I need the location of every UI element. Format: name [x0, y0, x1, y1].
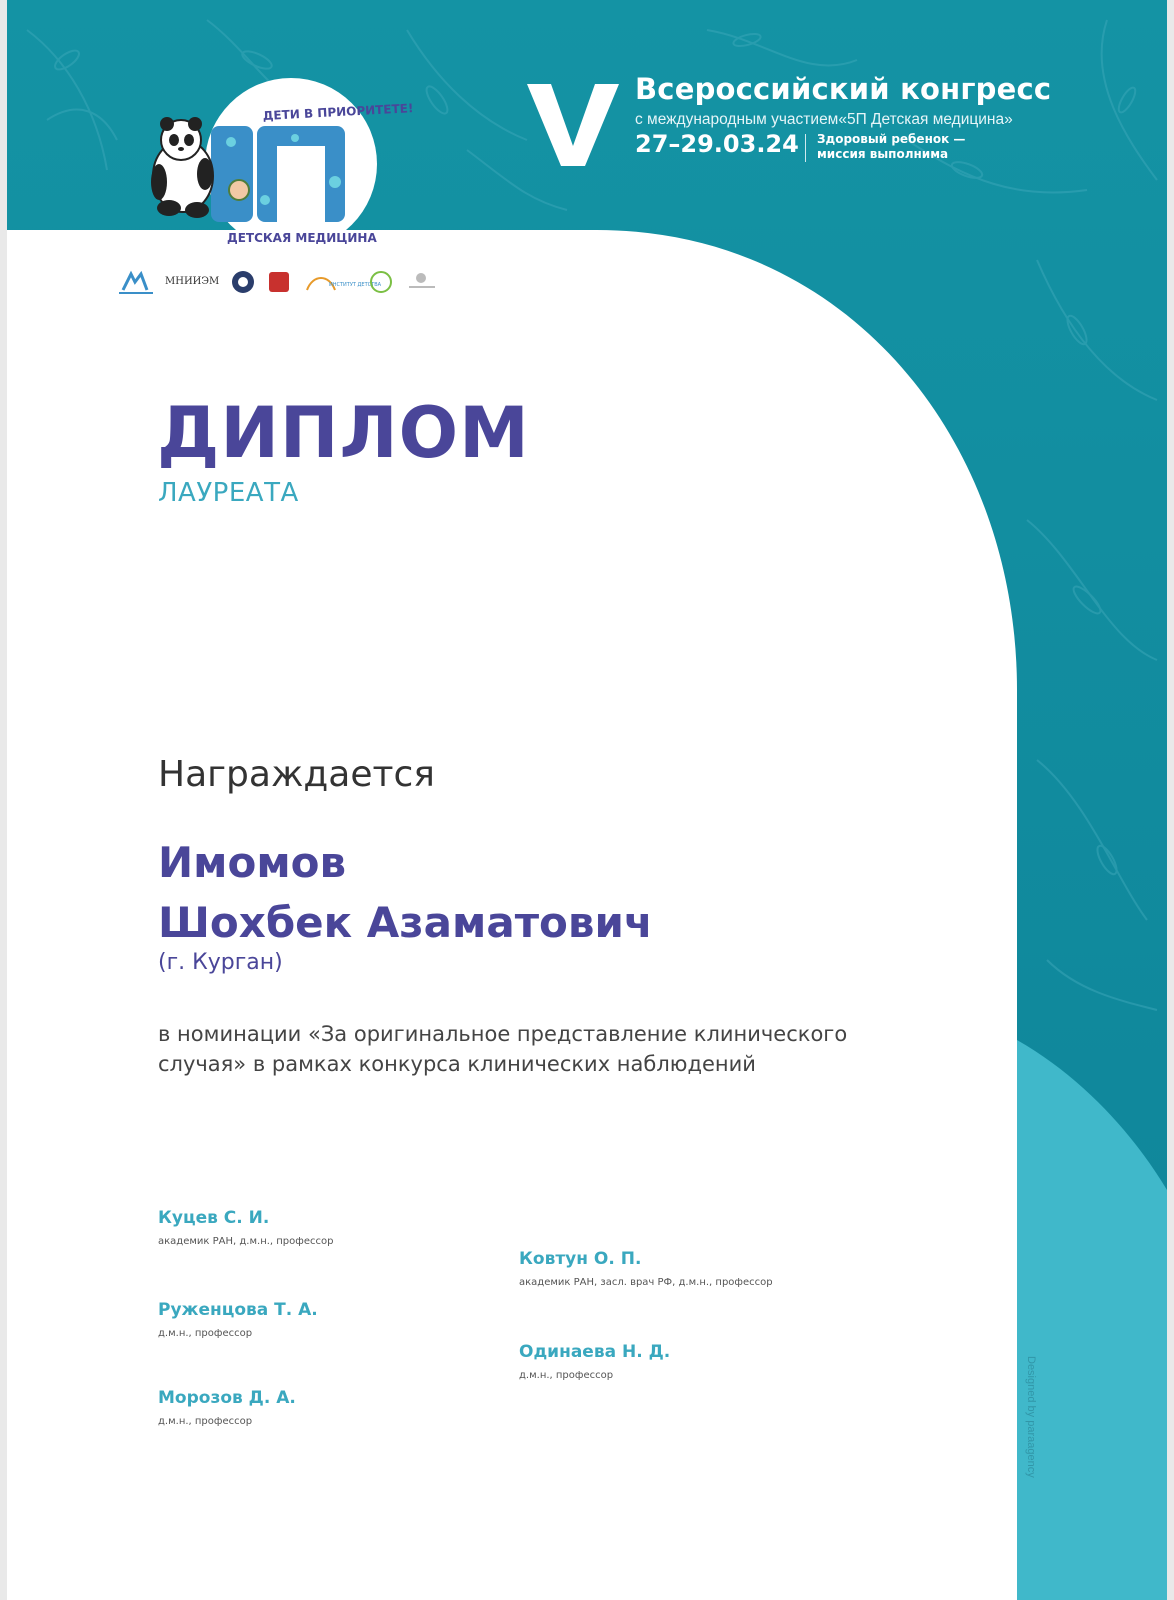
congress-subtitle: с международным участием«5П Детская медицина» — [635, 111, 1013, 128]
congress-dates: 27–29.03.24 — [635, 130, 799, 158]
signer-name: Ковтун О. П. — [519, 1249, 642, 1269]
signer-title: академик РАН, засл. врач РФ, д.м.н., профессор — [519, 1277, 773, 1288]
signer — [519, 1342, 670, 1381]
designed-by-credit: Designed by paraagency — [1025, 1356, 1037, 1478]
slogan-line-2: миссия выполнима — [817, 147, 949, 161]
signer-title: д.м.н., профессор — [158, 1416, 253, 1427]
diploma-title: ДИПЛОМ — [157, 392, 530, 474]
signer-title: академик РАН, д.м.н., профессор — [158, 1236, 334, 1247]
5p-kids-medicine-logo — [145, 82, 414, 252]
signer — [519, 1249, 773, 1288]
partner-logos — [117, 268, 457, 298]
svg-text:ДЕТИ В ПРИОРИТЕТЕ!: ДЕТИ В ПРИОРИТЕТЕ! — [262, 101, 414, 123]
dates-divider — [805, 134, 806, 162]
recipient-surname: Имомов — [158, 838, 347, 887]
diploma-subtitle: ЛАУРЕАТА — [158, 478, 299, 508]
roman-numeral-v — [527, 80, 619, 168]
signer-name: Одинаева Н. Д. — [519, 1342, 671, 1362]
signer-title: д.м.н., профессор — [519, 1370, 614, 1381]
slogan-line-1: Здоровый ребенок — — [817, 132, 966, 146]
signer-name: Морозов Д. А. — [158, 1388, 296, 1408]
partner-logo-1 — [119, 274, 153, 294]
recipient-given-names: Шохбек Азаматович — [158, 898, 653, 947]
partner-logo-7 — [416, 273, 426, 283]
signer-name: Руженцова Т. А. — [158, 1300, 318, 1320]
signer — [158, 1208, 333, 1247]
svg-text:ДЕТСКАЯ МЕДИЦИНА: ДЕТСКАЯ МЕДИЦИНА — [227, 231, 377, 245]
panda-mascot — [151, 117, 213, 218]
awarded-label: Награждается — [158, 754, 435, 795]
recipient-city: (г. Курган) — [158, 950, 283, 975]
signer — [158, 1300, 318, 1339]
congress-header — [527, 72, 1087, 192]
partner-logo-mniiem: МНИИЭМ — [165, 276, 220, 287]
diploma-sheet — [7, 0, 1167, 1600]
partner-logo-institute: ИНСТИТУТ ДЕТСТВА — [329, 282, 382, 288]
partner-logo-4 — [269, 272, 289, 292]
signer-name: Куцев С. И. — [158, 1208, 270, 1228]
congress-title: Всероссийский конгресс — [635, 72, 1052, 106]
congress-slogan — [817, 132, 965, 162]
signer — [158, 1388, 296, 1427]
nomination-text: в номинации «За оригинальное представление клинического случая» в рамках конкурса клинических наблюдений — [158, 1022, 848, 1076]
signer-title: д.м.н., профессор — [158, 1328, 253, 1339]
